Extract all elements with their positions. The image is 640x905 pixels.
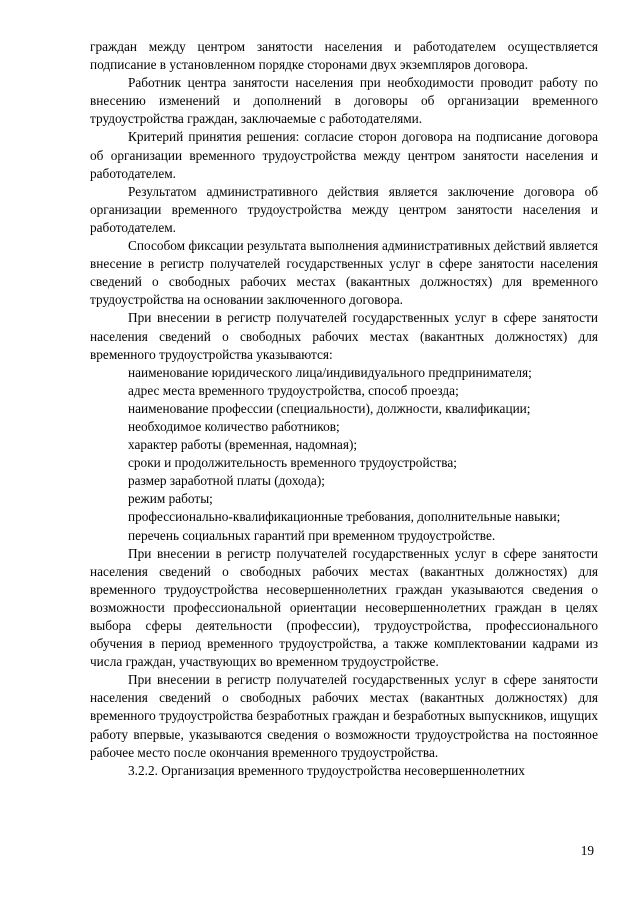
paragraph-5: Способом фиксации результата выполнения административных действий является внесение в регистр получателей государственных услуг в сфере занятости населения сведений о свободных рабочих местах (вакантных должностях) для временного трудоустройства на основании заключенного договора. <box>90 238 598 308</box>
list-item: необходимое количество работников; <box>128 418 340 434</box>
paragraph-3: Критерий принятия решения: согласие сторон договора на подписание договора об организации временного трудоустройства между центром занятости населения и работодателем. <box>90 129 598 181</box>
list-item: сроки и продолжительность временного трудоустройства; <box>128 455 457 471</box>
page-number: 19 <box>580 843 594 858</box>
section-heading-3-2-2: 3.2.2. Организация временного трудоустройства несовершеннолетних <box>128 762 525 778</box>
paragraph-4: Результатом административного действия является заключение договора об организации временного трудоустройства между центром занятости населения и работодателем. <box>90 183 598 235</box>
document-body <box>90 38 598 780</box>
paragraph-7: При внесении в регистр получателей государственных услуг в сфере занятости населения сведений о свободных рабочих местах (вакантных должностях) для временного трудоустройства несовершеннолетних граждан указываются сведения о возможности профессиональной ориентации несовершеннолетних граждан в целях выбора сферы деятельности (профессии), трудоустройства, профессионального обучения в период временного трудоустройства, а также комплектовании кадрами из числа граждан, участвующих во временном трудоустройстве. <box>90 545 598 670</box>
list-item-last: перечень социальных гарантий при временном трудоустройстве. <box>128 527 496 543</box>
paragraph-1: граждан между центром занятости населения и работодателем осуществляется подписание в установленном порядке сторонами двух экземпляров договора. <box>90 39 598 73</box>
list-item: адрес места временного трудоустройства, способ проезда; <box>128 382 459 398</box>
paragraph-8: При внесении в регистр получателей государственных услуг в сфере занятости населения сведений о свободных рабочих местах (вакантных должностях) для временного трудоустройства безработных граждан и безработных выпускников, ищущих работу впервые, указываются сведения о возможности трудоустройства на постоянное рабочее место после окончания временного трудоустройства. <box>90 672 598 760</box>
list-item: наименование юридического лица/индивидуального предпринимателя; <box>128 364 532 380</box>
list-item: наименование профессии (специальности), должности, квалификации; <box>128 400 531 416</box>
paragraph-2: Работник центра занятости населения при необходимости проводит работу по внесению изменений и дополнений в договоры об организации временного трудоустройства граждан, заключаемые с работодателями. <box>90 75 598 127</box>
paragraph-6: При внесении в регистр получателей государственных услуг в сфере занятости населения сведений о свободных рабочих местах (вакантных должностях) для временного трудоустройства указываются: <box>90 310 598 362</box>
list-item: режим работы; <box>128 491 213 507</box>
list-item-wrapped: профессионально-квалификационные требования, дополнительные навыки; <box>128 509 561 525</box>
list-item: характер работы (временная, надомная); <box>128 437 358 453</box>
list-item: размер заработной платы (дохода); <box>128 473 325 489</box>
